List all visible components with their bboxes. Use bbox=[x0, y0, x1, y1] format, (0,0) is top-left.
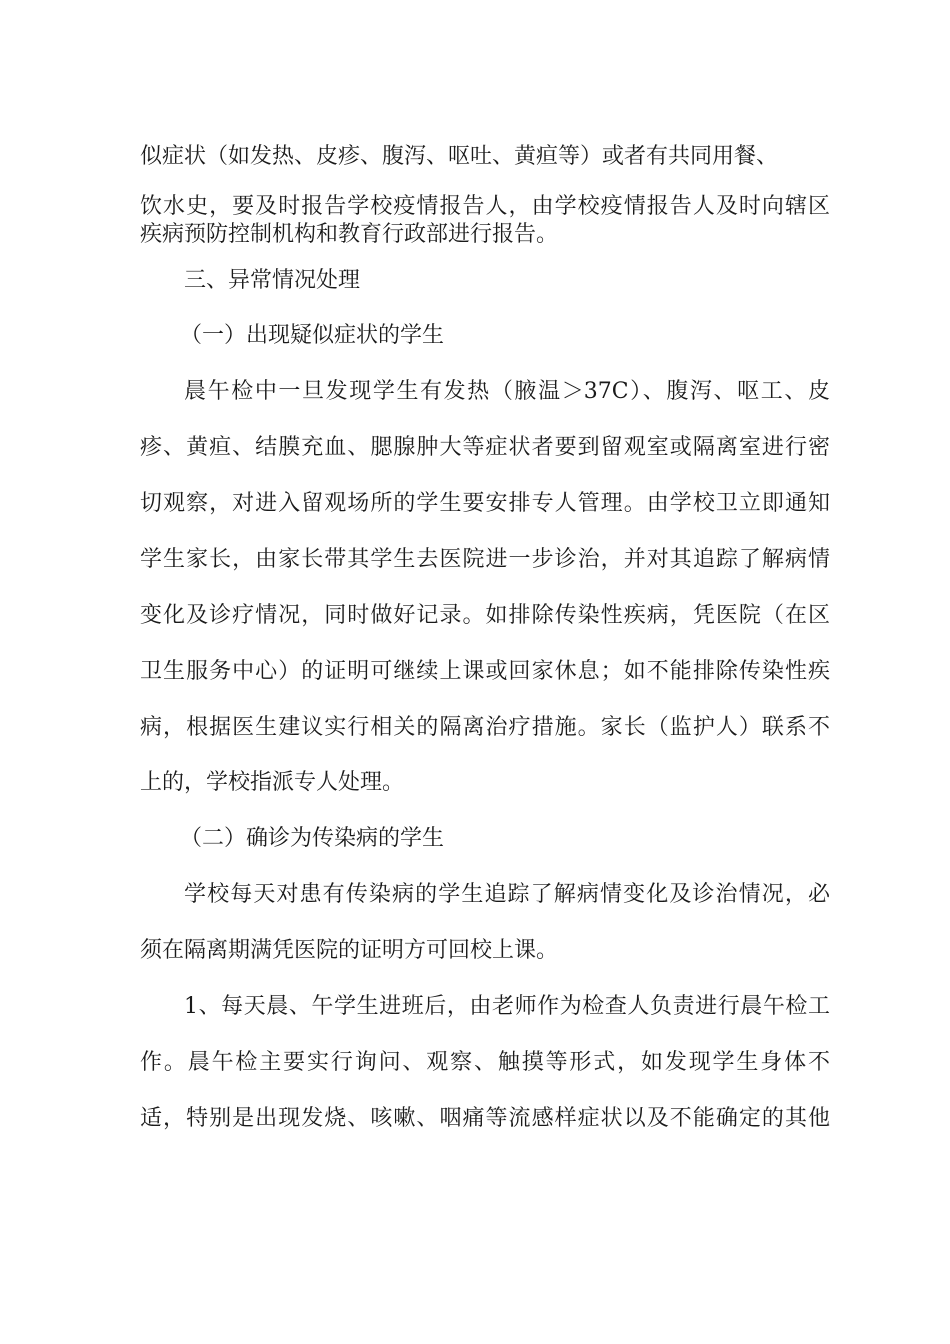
paragraph-line: 疾病预防控制机构和教育行政部进行报告。 bbox=[140, 222, 559, 247]
paragraph-line: 须在隔离期满凭医院的证明方可回校上课。 bbox=[140, 938, 559, 963]
paragraph-line: 卫生服务中心）的证明可继续上课或回家休息；如不能排除传染性疾 bbox=[140, 659, 830, 684]
paragraph-line: 病，根据医生建议实行相关的隔离治疗措施。家长（监护人）联系不 bbox=[140, 715, 830, 740]
subsection-heading: （一）出现疑似症状的学生 bbox=[180, 323, 445, 348]
paragraph-line: 1、每天晨、午学生进班后，由老师作为检查人负责进行晨午检工 bbox=[184, 994, 830, 1019]
paragraph-line: 饮水史，要及时报告学校疫情报告人，由学校疫情报告人及时向辖区 bbox=[140, 194, 830, 219]
subsection-heading: （二）确诊为传染病的学生 bbox=[180, 826, 445, 851]
paragraph-line: 学校每天对患有传染病的学生追踪了解病情变化及诊治情况，必 bbox=[184, 882, 830, 907]
section-heading: 三、异常情况处理 bbox=[184, 268, 361, 293]
paragraph-line: 似症状（如发热、皮疹、腹泻、呕吐、黄疸等）或者有共同用餐、 bbox=[140, 144, 779, 169]
paragraph-line: 学生家长，由家长带其学生去医院进一步诊治，并对其追踪了解病情 bbox=[140, 547, 830, 572]
paragraph-line: 变化及诊疗情况，同时做好记录。如排除传染性疾病，凭医院（在区 bbox=[140, 603, 830, 628]
paragraph-line: 切观察，对进入留观场所的学生要安排专人管理。由学校卫立即通知 bbox=[140, 491, 830, 516]
paragraph-line: 晨午检中一旦发现学生有发热（腋温＞37C）、腹泻、呕工、皮 bbox=[184, 379, 830, 404]
paragraph-line: 适，特别是出现发烧、咳嗽、咽痛等流感样症状以及不能确定的其他 bbox=[140, 1106, 830, 1131]
paragraph-line: 疹、黄疸、结膜充血、腮腺肿大等症状者要到留观室或隔离室进行密 bbox=[140, 435, 830, 460]
paragraph-line: 上的，学校指派专人处理。 bbox=[140, 770, 405, 795]
paragraph-line: 作。晨午检主要实行询问、观察、触摸等形式，如发现学生身体不 bbox=[140, 1050, 830, 1075]
